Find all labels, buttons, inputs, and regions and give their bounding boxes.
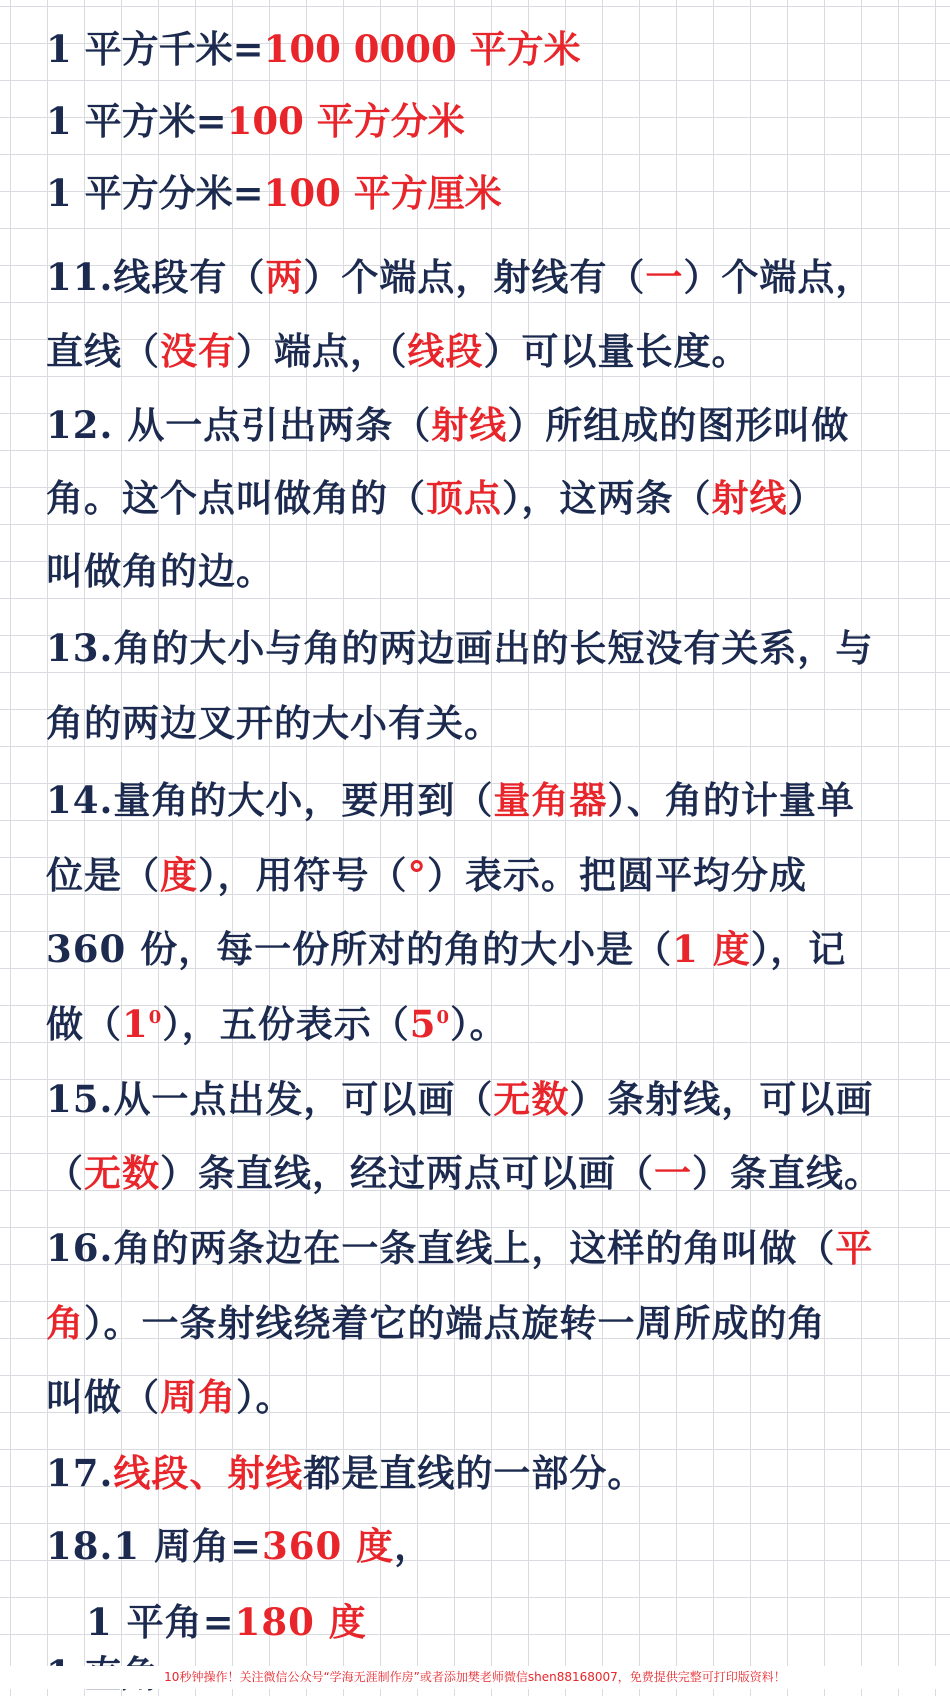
- footer-banner: [0, 1666, 950, 1689]
- body-text: ）端点，（: [236, 329, 408, 373]
- body-text: ）、角的计量单: [607, 778, 855, 822]
- text-line-21: [46, 1510, 940, 1582]
- body-text: ）: [787, 476, 826, 520]
- answer-text: 360 度: [262, 1524, 395, 1568]
- body-text: 直线（: [46, 329, 160, 373]
- body-text: 叫做角的边。: [46, 549, 274, 593]
- body-text: ）。: [450, 1002, 508, 1046]
- answer-text: 射线: [711, 476, 788, 520]
- text-line-6: [46, 389, 940, 461]
- body-text: 17.: [46, 1451, 114, 1495]
- answer-text: °: [407, 853, 427, 897]
- answer-text: 没有: [160, 329, 236, 373]
- answer-text: 线段: [407, 329, 484, 373]
- answer-text: 周角: [160, 1375, 236, 1419]
- answer-text: 一: [645, 255, 684, 299]
- text-line-8: [46, 535, 940, 607]
- text-line-22: [86, 1586, 940, 1658]
- text-line-14: [46, 988, 940, 1060]
- body-text: 13.角的大小与角的两边画出的长短没有关系，与: [46, 626, 874, 670]
- answer-text: 1 度: [672, 927, 751, 971]
- superscript-text: 0: [148, 1007, 163, 1028]
- text-line-15: [46, 1063, 940, 1135]
- answer-text: 射线: [431, 403, 508, 447]
- text-line-11: [46, 764, 940, 836]
- text-line-17: [46, 1212, 940, 1284]
- answer-text: 180 度: [234, 1600, 367, 1644]
- body-text: ）条直线，经过两点可以画（: [160, 1151, 654, 1195]
- body-text: 1 平方分米=: [46, 171, 264, 215]
- text-line-3: [46, 157, 940, 229]
- text-line-13: [46, 913, 940, 985]
- body-text: 1 平方千米=: [46, 27, 264, 71]
- answer-text: 度: [160, 853, 198, 897]
- body-text: 角的两边叉开的大小有关。: [46, 701, 502, 745]
- body-text: 做（: [46, 1002, 122, 1046]
- answer-text: 1: [122, 1002, 149, 1046]
- text-line-18: [46, 1287, 940, 1359]
- body-text: ）所组成的图形叫做: [507, 403, 850, 447]
- answer-text: 平: [835, 1226, 874, 1270]
- text-line-19: [46, 1361, 940, 1433]
- answer-text: 100 平方厘米: [263, 171, 502, 215]
- body-text: 18.1 周角=: [46, 1524, 262, 1568]
- answer-text: 一: [654, 1151, 692, 1195]
- body-text: 360 份，每一份所对的角的大小是（: [46, 927, 673, 971]
- body-text: ）个端点，: [683, 255, 874, 299]
- body-text: 1 平角=: [86, 1600, 235, 1644]
- text-line-2: [46, 85, 940, 157]
- answer-text: 线段、射线: [113, 1451, 304, 1495]
- body-text: ）个端点，射线有（: [303, 255, 646, 299]
- body-text: 1 平方米=: [46, 99, 227, 143]
- body-text: 叫做（: [46, 1375, 160, 1419]
- body-text: ）条射线，可以画: [569, 1077, 874, 1121]
- answer-text: 5: [409, 1002, 437, 1046]
- body-text: ），这两条（: [502, 476, 712, 520]
- body-text: 位是（: [46, 853, 160, 897]
- body-text: ，: [394, 1524, 433, 1568]
- body-text: ）。: [236, 1375, 294, 1419]
- body-text: 12. 从一点引出两条（: [46, 403, 432, 447]
- body-text: ），五份表示（: [162, 1002, 410, 1046]
- text-line-20: [46, 1437, 940, 1509]
- body-text: （: [46, 1151, 84, 1195]
- body-text: ）可以量长度。: [483, 329, 750, 373]
- body-text: ）表示。把圆平均分成: [427, 853, 807, 897]
- body-text: 都是直线的一部分。: [303, 1451, 646, 1495]
- body-text: ）条直线。: [692, 1151, 882, 1195]
- superscript-text: 0: [436, 1007, 451, 1028]
- body-text: ），记: [750, 927, 847, 971]
- answer-text: 100 0000 平方米: [263, 27, 581, 71]
- body-text: 16.角的两条边在一条直线上，这样的角叫做（: [46, 1226, 836, 1270]
- answer-text: 顶点: [426, 476, 502, 520]
- text-line-5: [46, 315, 940, 387]
- body-text: ），用符号（: [198, 853, 408, 897]
- text-line-1: [46, 13, 940, 85]
- body-text: 角。这个点叫做角的（: [46, 476, 426, 520]
- body-text: 11.线段有（: [46, 255, 266, 299]
- answer-text: 无数: [493, 1077, 570, 1121]
- text-line-12: [46, 839, 940, 911]
- text-line-7: [46, 462, 940, 534]
- text-line-9: [46, 612, 940, 684]
- answer-text: 无数: [84, 1151, 160, 1195]
- answer-text: 量角器: [493, 778, 608, 822]
- body-text: ）。一条射线绕着它的端点旋转一周所成的角: [84, 1301, 826, 1345]
- answer-text: 两: [265, 255, 304, 299]
- text-line-10: [46, 687, 940, 759]
- answer-text: 100 平方分米: [226, 99, 465, 143]
- body-text: 14.量角的大小，要用到（: [46, 778, 494, 822]
- text-line-4: [46, 241, 940, 313]
- answer-text: 角: [46, 1301, 84, 1345]
- body-text: 15.从一点出发，可以画（: [46, 1077, 494, 1121]
- footer-text: 10秒钟操作！关注微信公众号“学海无涯制作房”或者添加樊老师微信shen88168007，免费提供完整可打印版资料！: [164, 1670, 786, 1684]
- text-line-16: [46, 1137, 940, 1209]
